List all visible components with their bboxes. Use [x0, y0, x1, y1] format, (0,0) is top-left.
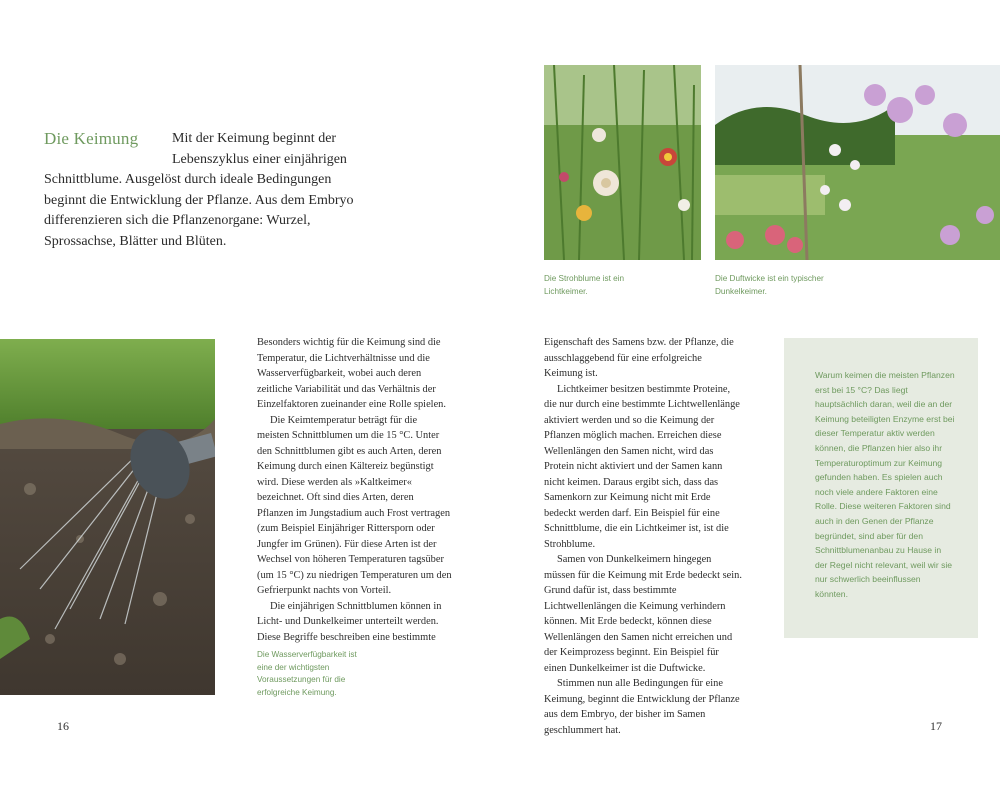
paragraph: Lichtkeimer besitzen bestimmte Proteine, die nur durch eine bestimmte Lichtwellenlänge aktiviert werden und so die Keimung der Pflanzen möglich machen. Erreichen diese Wellenlängen den Samen nicht, wird das Protein nicht aktiviert und der Samen kann nicht keimen. Daraus ergibt sich, dass das Samenkorn zur Keimung nicht mit Erde bedeckt werden darf. Ein Beispiel für eine Schnittblume, die ein Lichtkeimer ist, ist die Strohblume.: [544, 383, 740, 550]
section-heading: Die Keimung: [44, 129, 139, 148]
sweetpea-photo: [715, 65, 1000, 260]
caption-watering: Die Wasserverfügbarkeit ist eine der wichtigsten Voraussetzungen für die erfolgreiche Keimung.: [257, 650, 357, 697]
info-box: [784, 338, 978, 638]
paragraph: Besonders wichtig für die Keimung sind die Temperatur, die Lichtverhältnisse und die Wasserverfügbarkeit, wobei auch deren zeitliche Variabilität und das Verhältnis der Einzelfaktoren zueinander eine Rolle spielen.: [257, 337, 446, 410]
paragraph: Eigenschaft des Samens bzw. der Pflanze, die ausschlaggebend für eine erfolgreiche Keimung ist.: [544, 337, 734, 379]
intro-text-rest: Schnittblume. Ausgelöst durch ideale Bedingungen beginnt die Entwicklung der Pflanze. Aus dem Embryo differenzieren sich die Pflanzenorgane: Wurzel, Sprossachse, Blätter und Blüten.: [44, 172, 354, 249]
strawflower-photo: [544, 65, 701, 260]
paragraph: Stimmen nun alle Bedingungen für eine Keimung, beginnt die Entwicklung der Pflanze aus dem Embryo, der bisher im Samen geschlummert hat.: [544, 678, 740, 736]
intro-text-first: Mit der Keimung beginnt der Lebenszyklus einer einjährigen: [172, 131, 347, 167]
info-box-text: Warum keimen die meisten Pflanzen erst bei 15 °C? Das liegt hauptsächlich daran, weil die an der Keimung beteiligten Enzyme erst bei dieser Temperatur aktiv werden können, die Pflanzen hier also ihr Temperaturoptimum zur Keimung gefunden haben. Es spielen auch noch viele andere Faktoren eine Rolle. Diese weiteren Faktoren sind auch in den Genen der Pflanze begründet, sind aber für den Schnittblumenanbau zu Hause in der Regel nicht relevant, weil wir sie nur schwerlich beeinflussen könnten.: [815, 370, 955, 599]
page-number-right: 17: [930, 719, 942, 733]
paragraph: Samen von Dunkelkeimern hingegen müssen für die Keimung mit Erde bedeckt sein. Grund dafür ist, dass bestimmte Lichtwellenlängen die Keimung verhindern können. Mit Erde bedeckt, können diese Wellenlängen den Samen nicht erreichen und der Keimprozess beginnt. Ein Beispiel für einen Dunkelkeimer ist die Duftwicke.: [544, 554, 742, 674]
caption-strawflower: Die Strohblume ist ein Lichtkeimer.: [544, 274, 625, 296]
paragraph: Die einjährigen Schnittblumen können in Licht- und Dunkelkeimer unterteilt werden. Diese Begriffe beschreiben eine bestimmte: [257, 600, 442, 643]
body-column-right: [544, 335, 742, 738]
page-number-left: 16: [57, 719, 69, 733]
watering-can-photo: [0, 339, 215, 695]
body-column-left: [257, 335, 452, 645]
caption-sweetpea: Die Duftwicke ist ein typischer Dunkelkeimer.: [715, 274, 824, 296]
paragraph: Die Keimtemperatur beträgt für die meisten Schnittblumen um die 15 °C. Unter den Schnittblumen gibt es auch Arten, deren Keimung durch einen Kältereiz begünstigt wird. Diese werden als »Kaltkeimer« bezeichnet. Oft sind dies Arten, deren Pflanzen im Jungstadium auch Frost vertragen (zum Beispiel Einjähriger Rittersporn oder Jungfer im Grünen). Für diese Arten ist der Wechsel von höheren Temperaturen tagsüber (um 15 °C) zu niedrigen Temperaturen um den Gefrierpunkt nachts von Vorteil.: [257, 414, 452, 596]
